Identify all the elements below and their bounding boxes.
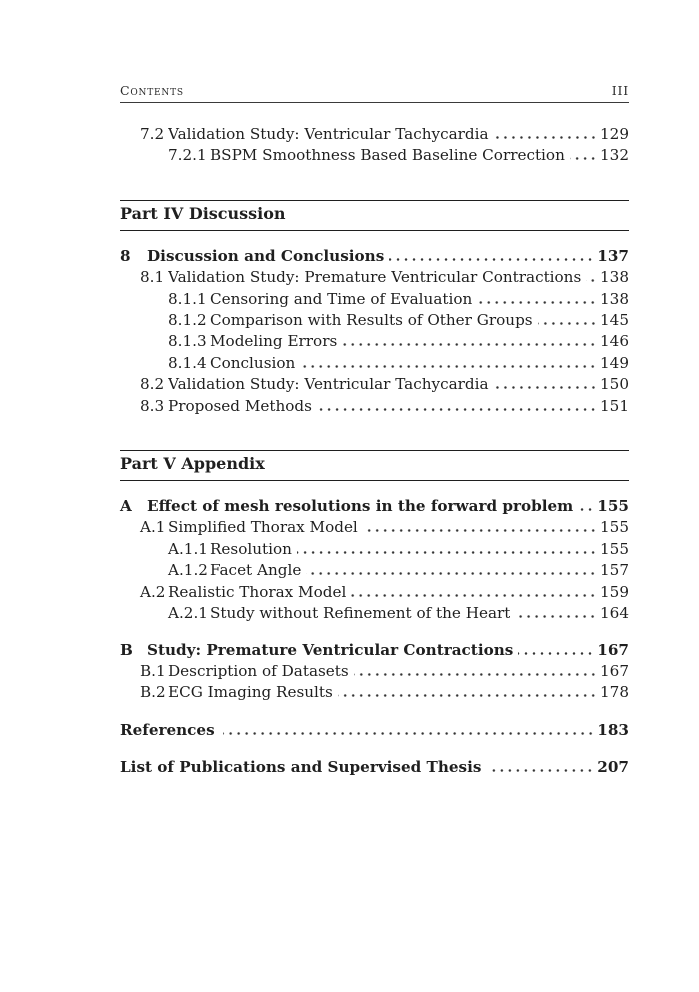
entry-number: 8.3 bbox=[140, 396, 165, 415]
entry-title: References bbox=[120, 720, 215, 739]
toc-entry[interactable] bbox=[120, 720, 629, 741]
entry-title: Modeling Errors bbox=[210, 332, 338, 351]
entry-number: A.2.1 bbox=[168, 604, 208, 623]
header-page-number: III bbox=[611, 83, 629, 98]
entry-title: Facet Angle bbox=[210, 561, 302, 580]
entry-page-number: 155 bbox=[600, 539, 629, 558]
entry-dots-leader bbox=[586, 279, 597, 282]
entry-page-number: 137 bbox=[597, 246, 629, 265]
entry-dots-leader bbox=[354, 673, 597, 676]
entry-dots-leader bbox=[570, 157, 597, 160]
entry-dots-leader bbox=[494, 136, 597, 139]
entry-page-number: 155 bbox=[597, 497, 629, 516]
entry-page-number: 149 bbox=[600, 353, 629, 372]
toc-entry[interactable] bbox=[120, 124, 629, 145]
entry-dots-leader bbox=[538, 322, 597, 325]
entry-title: Discussion and Conclusions bbox=[147, 246, 385, 265]
entry-title: Conclusion bbox=[210, 353, 296, 372]
entry-dots-leader bbox=[518, 652, 594, 655]
header-title: Contents bbox=[120, 83, 184, 98]
entry-dots-leader bbox=[342, 343, 597, 346]
entry-number: A.2 bbox=[140, 582, 166, 601]
entry-page-number: 138 bbox=[600, 289, 629, 308]
toc-entry[interactable] bbox=[120, 246, 629, 267]
entry-title: Validation Study: Ventricular Tachycardia bbox=[168, 375, 489, 394]
entry-dots-leader bbox=[363, 529, 597, 532]
entry-dots-leader bbox=[297, 551, 597, 554]
entry-dots-leader bbox=[489, 769, 594, 772]
entry-page-number: 129 bbox=[600, 125, 629, 143]
entry-page-number: 159 bbox=[600, 582, 629, 601]
entry-dots-leader bbox=[300, 365, 597, 368]
toc-entry[interactable] bbox=[120, 682, 629, 703]
toc-entry[interactable] bbox=[120, 310, 629, 331]
entry-title: BSPM Smoothness Based Baseline Correction bbox=[210, 146, 565, 165]
entry-page-number: 138 bbox=[600, 268, 629, 287]
toc-entry[interactable] bbox=[120, 353, 629, 374]
toc-entry[interactable] bbox=[120, 289, 629, 310]
entry-title: List of Publications and Supervised Thesis bbox=[120, 758, 482, 777]
entry-dots-leader bbox=[494, 386, 597, 389]
entry-dots-leader bbox=[578, 508, 594, 511]
entry-title: Effect of mesh resolutions in the forward problem bbox=[147, 497, 574, 516]
entry-number: 8.1.3 bbox=[168, 332, 207, 351]
entry-title: Study: Premature Ventricular Contractions bbox=[147, 640, 514, 659]
entry-dots-leader bbox=[351, 594, 597, 597]
entry-dots-leader bbox=[317, 408, 597, 411]
entry-page-number: 146 bbox=[600, 332, 629, 351]
entry-page-number: 183 bbox=[597, 720, 629, 739]
entry-page-number: 157 bbox=[600, 561, 629, 580]
entry-page-number: 164 bbox=[600, 604, 629, 623]
entry-number: 8.2 bbox=[140, 375, 165, 394]
toc-entry[interactable] bbox=[120, 496, 629, 517]
toc-entry[interactable] bbox=[120, 267, 629, 288]
entry-page-number: 167 bbox=[597, 640, 629, 659]
entry-title: Validation Study: Premature Ventricular Contractions bbox=[168, 268, 582, 287]
entry-dots-leader bbox=[223, 732, 595, 735]
entry-page-number: 145 bbox=[600, 311, 629, 330]
entry-number: 8 bbox=[120, 246, 131, 265]
toc-entry[interactable] bbox=[120, 640, 629, 661]
part-title: Part V Appendix bbox=[120, 454, 265, 474]
entry-page-number: 132 bbox=[600, 146, 629, 165]
entry-title: Study without Refinement of the Heart bbox=[210, 604, 511, 623]
toc-entry[interactable] bbox=[120, 145, 629, 166]
toc-entry[interactable] bbox=[120, 582, 629, 603]
part-title: Part IV Discussion bbox=[120, 203, 286, 223]
entry-title: Validation Study: Ventricular Tachycardia bbox=[168, 125, 489, 143]
toc-entry[interactable] bbox=[120, 396, 629, 417]
toc-entry[interactable] bbox=[120, 757, 629, 778]
toc-list bbox=[120, 124, 629, 779]
entry-number: 8.1.2 bbox=[168, 311, 207, 330]
entry-number: A bbox=[120, 497, 132, 516]
entry-title: Realistic Thorax Model bbox=[168, 582, 347, 601]
toc-entry[interactable] bbox=[120, 560, 629, 581]
entry-title: Proposed Methods bbox=[168, 396, 312, 415]
document-page bbox=[120, 83, 629, 779]
page-header bbox=[120, 83, 629, 103]
entry-number: A.1.2 bbox=[168, 561, 208, 580]
entry-dots-leader bbox=[389, 258, 594, 261]
entry-dots-leader bbox=[338, 694, 597, 697]
toc-entry[interactable] bbox=[120, 603, 629, 624]
entry-page-number: 150 bbox=[600, 375, 629, 394]
entry-title: Comparison with Results of Other Groups bbox=[210, 311, 533, 330]
entry-page-number: 155 bbox=[600, 518, 629, 537]
entry-number: A.1 bbox=[140, 518, 166, 537]
entry-number: 7.2 bbox=[140, 125, 165, 143]
entry-page-number: 207 bbox=[597, 758, 629, 777]
entry-page-number: 167 bbox=[600, 661, 629, 680]
entry-title: Censoring and Time of Evaluation bbox=[210, 289, 473, 308]
toc-entry[interactable] bbox=[120, 374, 629, 395]
entry-title: ECG Imaging Results bbox=[168, 683, 333, 702]
entry-number: B.1 bbox=[140, 661, 166, 680]
entry-title: Resolution bbox=[210, 539, 292, 558]
entry-number: A.1.1 bbox=[168, 539, 208, 558]
part-heading bbox=[120, 200, 629, 231]
entry-dots-leader bbox=[515, 615, 597, 618]
part-heading bbox=[120, 450, 629, 481]
entry-dots-leader bbox=[477, 301, 597, 304]
entry-number: 8.1.1 bbox=[168, 289, 207, 308]
entry-number: 7.2.1 bbox=[168, 146, 207, 165]
toc-entry[interactable] bbox=[120, 661, 629, 682]
entry-title: Description of Datasets bbox=[168, 661, 349, 680]
entry-number: 8.1.4 bbox=[168, 353, 207, 372]
entry-page-number: 151 bbox=[600, 396, 629, 415]
toc-entry[interactable] bbox=[120, 331, 629, 352]
toc-entry[interactable] bbox=[120, 539, 629, 560]
toc-entry[interactable] bbox=[120, 517, 629, 538]
entry-number: B bbox=[120, 640, 133, 659]
entry-title: Simplified Thorax Model bbox=[168, 518, 358, 537]
entry-number: 8.1 bbox=[140, 268, 165, 287]
entry-number: B.2 bbox=[140, 683, 166, 702]
entry-page-number: 178 bbox=[600, 683, 629, 702]
entry-dots-leader bbox=[306, 572, 597, 575]
